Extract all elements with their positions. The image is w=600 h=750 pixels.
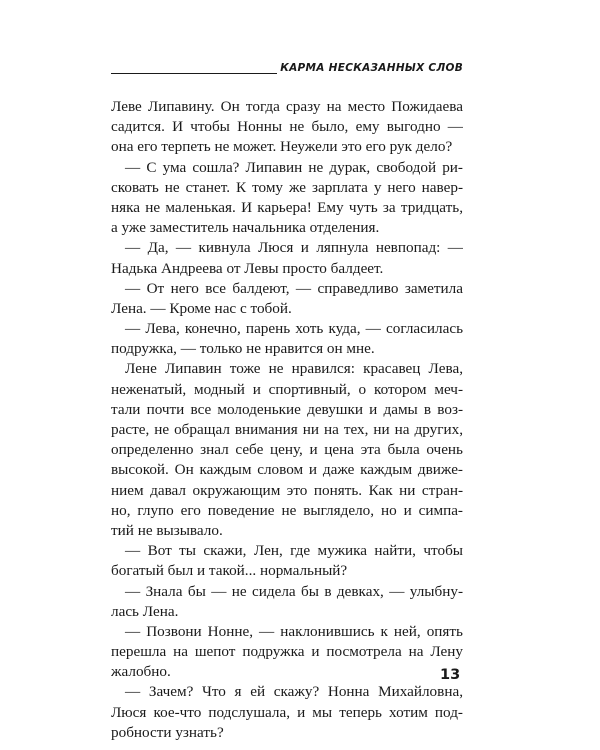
text-line: неженатый, модный и спортивный, о котором меч- (111, 380, 463, 398)
header-title: КАРМА НЕСКАЗАННЫХ СЛОВ (280, 62, 463, 74)
text-line: богатый был и такой... нормальный? (111, 562, 348, 580)
text-line: но, глупо его поведение не выглядело, но и симпа- (111, 501, 463, 519)
body-text (111, 97, 463, 743)
text-line: Надька Андреева от Левы просто балдеет. (111, 259, 384, 277)
text-line: — Да, — кивнула Люся и ляпнула невпопад: — (125, 239, 463, 257)
text-line: садится. И чтобы Нонны не было, ему выгодно — (111, 118, 463, 136)
page-number: 13 (440, 667, 461, 683)
text-line: жалобно. (111, 663, 171, 681)
text-line: она его терпеть не может. Неужели это его рук дело? (111, 138, 453, 156)
text-line: Леве Липавину. Он тогда сразу на место Пожидаева (111, 98, 463, 115)
text-line: — Позвони Нонне, — наклонившись к ней, опять (125, 622, 463, 640)
text-line: высокой. Он каждым словом и даже каждым движе- (111, 461, 463, 479)
text-line: тий не вызывало. (111, 521, 223, 539)
running-header (111, 62, 463, 82)
text-line: расте, не обращал внимания ни на тех, ни на других, (111, 421, 463, 438)
text-line: подружка, — только не нравится он мне. (111, 340, 375, 358)
text-line: робности узнать? (111, 723, 224, 741)
text-line: Лена. — Кроме нас с тобой. (111, 299, 292, 317)
text-line: — Лева, конечно, парень хоть куда, — согласилась (125, 320, 463, 338)
text-line: — С ума сошла? Липавин не дурак, свободой ри- (125, 158, 463, 176)
text-line: — Вот ты скажи, Лен, где мужика найти, чтобы (125, 542, 463, 560)
text-line: определенно знал себе цену, и цена эта была очень (111, 441, 463, 459)
text-line: Лене Липавин тоже не нравился: красавец Лева, (125, 360, 463, 378)
text-line: — От него все балдеют, — справедливо заметила (125, 279, 463, 297)
text-line: — Зачем? Что я ей скажу? Нонна Михайловна, (125, 683, 463, 701)
text-line: нием давал окружающим это понять. Как ни стран- (111, 481, 463, 499)
text-line: — Знала бы — не сидела бы в девках, — улыбну- (125, 582, 463, 600)
text-line: няка не маленькая. И карьера! Ему чуть за тридцать, (111, 198, 463, 216)
text-line: тали почти все молоденькие девушки и дамы в воз- (111, 400, 463, 418)
text-line: а уже заместитель начальника отделения. (111, 219, 380, 237)
text-line: лась Лена. (111, 602, 179, 620)
text-line: перешла на шепот подружка и посмотрела на Лену (111, 643, 463, 661)
header-rule (111, 73, 277, 74)
text-line: Люся кое-что подслушала, и мы теперь хотим под- (111, 703, 463, 721)
text-line: сковать не станет. К тому же зарплата у него навер- (111, 178, 463, 196)
